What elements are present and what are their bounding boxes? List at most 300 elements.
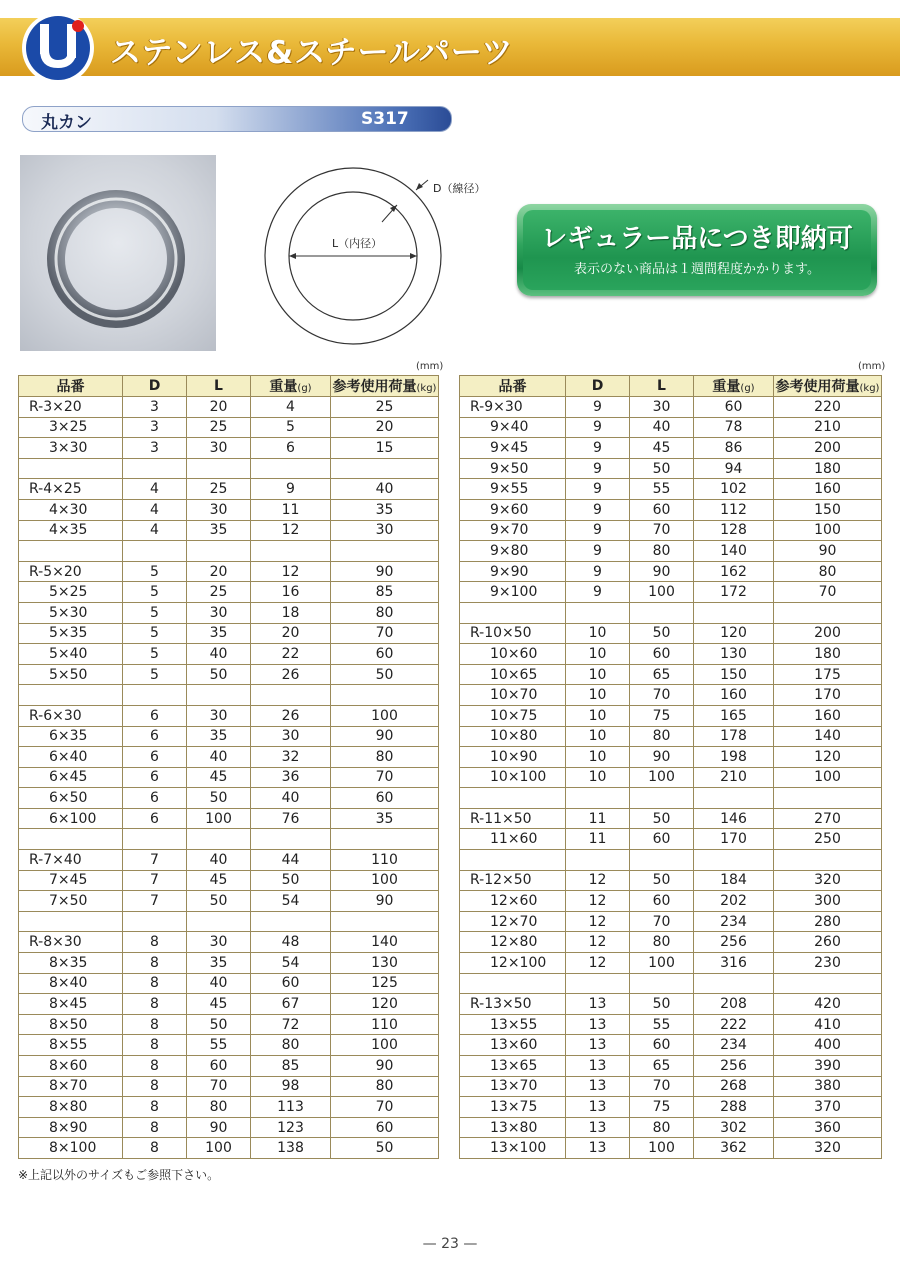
table-row bbox=[19, 891, 439, 912]
cell-weight bbox=[251, 458, 331, 479]
cell-d: 8 bbox=[123, 1138, 187, 1159]
cell-load bbox=[331, 911, 439, 932]
cell-load: 60 bbox=[331, 644, 439, 665]
cell-l: 40 bbox=[187, 973, 251, 994]
cell-d: 11 bbox=[566, 829, 630, 850]
cell-l: 45 bbox=[187, 767, 251, 788]
cell-load: 100 bbox=[774, 767, 882, 788]
cell-load: 25 bbox=[331, 397, 439, 418]
cell-load: 80 bbox=[774, 561, 882, 582]
cell-d: 9 bbox=[566, 520, 630, 541]
cell-weight bbox=[251, 911, 331, 932]
cell-load: 410 bbox=[774, 1014, 882, 1035]
table-row bbox=[19, 520, 439, 541]
cell-l: 70 bbox=[630, 911, 694, 932]
cell-d: 7 bbox=[123, 891, 187, 912]
col-model: 品番 bbox=[19, 376, 123, 397]
cell-weight: 123 bbox=[251, 1117, 331, 1138]
table-row bbox=[19, 953, 439, 974]
cell-load: 30 bbox=[331, 520, 439, 541]
cell-load: 20 bbox=[331, 417, 439, 438]
table-row bbox=[460, 1117, 882, 1138]
table-row bbox=[460, 808, 882, 829]
cell-model: 9×70 bbox=[460, 520, 566, 541]
cell-model: 8×55 bbox=[19, 1035, 123, 1056]
cell-weight: 170 bbox=[694, 829, 774, 850]
cell-model: 8×40 bbox=[19, 973, 123, 994]
cell-d: 9 bbox=[566, 479, 630, 500]
cell-l: 80 bbox=[630, 932, 694, 953]
cell-l: 50 bbox=[630, 994, 694, 1015]
cell-load: 90 bbox=[331, 561, 439, 582]
table-row bbox=[460, 973, 882, 994]
cell-weight: 44 bbox=[251, 850, 331, 871]
cell-weight: 288 bbox=[694, 1097, 774, 1118]
cell-d: 10 bbox=[566, 644, 630, 665]
cell-load: 210 bbox=[774, 417, 882, 438]
table-row bbox=[460, 747, 882, 768]
cell-weight: 198 bbox=[694, 747, 774, 768]
ring-photo-icon bbox=[20, 155, 216, 351]
cell-load bbox=[774, 788, 882, 809]
cell-l: 100 bbox=[187, 1138, 251, 1159]
table-row bbox=[19, 1138, 439, 1159]
cell-weight: 138 bbox=[251, 1138, 331, 1159]
cell-weight: 85 bbox=[251, 1056, 331, 1077]
table-header-row bbox=[460, 376, 882, 397]
cell-l: 80 bbox=[630, 541, 694, 562]
table-row bbox=[19, 726, 439, 747]
cell-weight bbox=[251, 541, 331, 562]
availability-notice bbox=[517, 204, 877, 296]
cell-l: 40 bbox=[187, 644, 251, 665]
cell-weight bbox=[251, 829, 331, 850]
table-row bbox=[19, 829, 439, 850]
cell-weight: 18 bbox=[251, 602, 331, 623]
cell-l: 50 bbox=[187, 1014, 251, 1035]
cell-model bbox=[19, 829, 123, 850]
cell-load bbox=[774, 850, 882, 871]
cell-weight: 112 bbox=[694, 499, 774, 520]
cell-l bbox=[630, 973, 694, 994]
cell-l: 65 bbox=[630, 664, 694, 685]
cell-l: 50 bbox=[630, 870, 694, 891]
cell-weight: 78 bbox=[694, 417, 774, 438]
cell-load: 90 bbox=[331, 726, 439, 747]
cell-d bbox=[566, 850, 630, 871]
cell-load: 175 bbox=[774, 664, 882, 685]
cell-l: 20 bbox=[187, 397, 251, 418]
table-row bbox=[19, 499, 439, 520]
cell-weight: 20 bbox=[251, 623, 331, 644]
cell-model: R-10×50 bbox=[460, 623, 566, 644]
cell-model: 9×100 bbox=[460, 582, 566, 603]
table-row bbox=[19, 788, 439, 809]
cell-model: 10×100 bbox=[460, 767, 566, 788]
cell-load: 120 bbox=[331, 994, 439, 1015]
table-row bbox=[19, 417, 439, 438]
cell-model bbox=[460, 602, 566, 623]
cell-weight: 40 bbox=[251, 788, 331, 809]
cell-weight bbox=[694, 602, 774, 623]
cell-model: R-13×50 bbox=[460, 994, 566, 1015]
cell-d: 9 bbox=[566, 397, 630, 418]
table-row bbox=[460, 932, 882, 953]
table-row bbox=[19, 767, 439, 788]
cell-d: 7 bbox=[123, 850, 187, 871]
cell-model: R-7×40 bbox=[19, 850, 123, 871]
cell-model: 3×30 bbox=[19, 438, 123, 459]
cell-d: 10 bbox=[566, 705, 630, 726]
table-row bbox=[460, 561, 882, 582]
cell-weight: 72 bbox=[251, 1014, 331, 1035]
cell-l: 100 bbox=[630, 1138, 694, 1159]
cell-l: 55 bbox=[630, 479, 694, 500]
cell-d: 4 bbox=[123, 499, 187, 520]
table-row bbox=[460, 1138, 882, 1159]
cell-d: 6 bbox=[123, 705, 187, 726]
table-row bbox=[19, 561, 439, 582]
table-row bbox=[460, 438, 882, 459]
cell-weight: 9 bbox=[251, 479, 331, 500]
cell-d bbox=[123, 911, 187, 932]
cell-model: 13×80 bbox=[460, 1117, 566, 1138]
cell-l: 70 bbox=[630, 1076, 694, 1097]
cell-d: 5 bbox=[123, 582, 187, 603]
cell-weight: 26 bbox=[251, 705, 331, 726]
cell-d: 5 bbox=[123, 623, 187, 644]
cell-model: 6×100 bbox=[19, 808, 123, 829]
cell-model: R-5×20 bbox=[19, 561, 123, 582]
cell-load: 90 bbox=[331, 1056, 439, 1077]
cell-l: 100 bbox=[630, 953, 694, 974]
cell-model: 12×70 bbox=[460, 911, 566, 932]
table-row bbox=[460, 1056, 882, 1077]
cell-load: 120 bbox=[774, 747, 882, 768]
table-row bbox=[460, 644, 882, 665]
cell-l: 55 bbox=[630, 1014, 694, 1035]
cell-weight: 165 bbox=[694, 705, 774, 726]
spec-table-left bbox=[18, 375, 439, 1159]
cell-l: 40 bbox=[630, 417, 694, 438]
cell-l: 25 bbox=[187, 479, 251, 500]
cell-load: 390 bbox=[774, 1056, 882, 1077]
table-row bbox=[19, 994, 439, 1015]
cell-load: 320 bbox=[774, 1138, 882, 1159]
cell-l: 80 bbox=[630, 1117, 694, 1138]
header-banner bbox=[0, 18, 900, 76]
table-row bbox=[460, 1097, 882, 1118]
cell-weight: 146 bbox=[694, 808, 774, 829]
cell-d: 12 bbox=[566, 911, 630, 932]
cell-model: 7×50 bbox=[19, 891, 123, 912]
cell-l bbox=[630, 602, 694, 623]
cell-l: 35 bbox=[187, 726, 251, 747]
cell-l: 75 bbox=[630, 705, 694, 726]
table-row bbox=[460, 685, 882, 706]
cell-weight: 113 bbox=[251, 1097, 331, 1118]
cell-load: 125 bbox=[331, 973, 439, 994]
cell-weight: 16 bbox=[251, 582, 331, 603]
cell-l: 50 bbox=[187, 664, 251, 685]
cell-weight: 316 bbox=[694, 953, 774, 974]
cell-l: 70 bbox=[630, 685, 694, 706]
cell-load: 90 bbox=[331, 891, 439, 912]
cell-weight: 54 bbox=[251, 891, 331, 912]
cell-load: 280 bbox=[774, 911, 882, 932]
cell-load: 150 bbox=[774, 499, 882, 520]
cell-model: 9×45 bbox=[460, 438, 566, 459]
unit-label-left: (mm) bbox=[416, 361, 444, 372]
cell-d: 13 bbox=[566, 1138, 630, 1159]
cell-d: 12 bbox=[566, 870, 630, 891]
cell-model: R-12×50 bbox=[460, 870, 566, 891]
cell-l: 100 bbox=[630, 582, 694, 603]
table-row bbox=[19, 747, 439, 768]
cell-weight: 184 bbox=[694, 870, 774, 891]
cell-model: 13×70 bbox=[460, 1076, 566, 1097]
cell-l: 100 bbox=[630, 767, 694, 788]
cell-l bbox=[187, 911, 251, 932]
cell-model: 12×100 bbox=[460, 953, 566, 974]
cell-l: 90 bbox=[630, 561, 694, 582]
cell-d: 3 bbox=[123, 438, 187, 459]
table-row bbox=[460, 1014, 882, 1035]
cell-model: 7×45 bbox=[19, 870, 123, 891]
cell-load: 70 bbox=[331, 767, 439, 788]
cell-l: 45 bbox=[187, 994, 251, 1015]
cell-model: 5×25 bbox=[19, 582, 123, 603]
cell-load: 160 bbox=[774, 705, 882, 726]
cell-model: 8×50 bbox=[19, 1014, 123, 1035]
cell-weight: 222 bbox=[694, 1014, 774, 1035]
cell-weight: 210 bbox=[694, 767, 774, 788]
cell-load: 80 bbox=[331, 1076, 439, 1097]
table-row bbox=[460, 582, 882, 603]
table-row bbox=[19, 397, 439, 418]
cell-model: 9×80 bbox=[460, 541, 566, 562]
cell-model: 9×60 bbox=[460, 499, 566, 520]
table-row bbox=[19, 911, 439, 932]
cell-load bbox=[331, 829, 439, 850]
col-load: 参考使用荷量(kg) bbox=[331, 376, 439, 397]
cell-l: 45 bbox=[187, 870, 251, 891]
cell-load: 100 bbox=[774, 520, 882, 541]
cell-l: 50 bbox=[630, 458, 694, 479]
cell-l: 100 bbox=[187, 808, 251, 829]
spec-table-right bbox=[459, 375, 882, 1159]
col-l: L bbox=[187, 376, 251, 397]
table-row bbox=[19, 1014, 439, 1035]
table-row bbox=[460, 520, 882, 541]
cell-l: 60 bbox=[630, 499, 694, 520]
cell-l bbox=[187, 458, 251, 479]
table-row bbox=[19, 705, 439, 726]
cell-d: 9 bbox=[566, 499, 630, 520]
cell-model: 10×90 bbox=[460, 747, 566, 768]
cell-model: 13×100 bbox=[460, 1138, 566, 1159]
cell-l: 45 bbox=[630, 438, 694, 459]
cell-d: 6 bbox=[123, 747, 187, 768]
cell-load: 300 bbox=[774, 891, 882, 912]
table-row bbox=[19, 479, 439, 500]
cell-model: 13×65 bbox=[460, 1056, 566, 1077]
cell-weight: 160 bbox=[694, 685, 774, 706]
cell-load: 250 bbox=[774, 829, 882, 850]
cell-d: 8 bbox=[123, 1056, 187, 1077]
cell-model: 13×55 bbox=[460, 1014, 566, 1035]
col-d: D bbox=[123, 376, 187, 397]
cell-l: 30 bbox=[187, 602, 251, 623]
cell-l bbox=[187, 829, 251, 850]
cell-weight: 67 bbox=[251, 994, 331, 1015]
cell-load bbox=[331, 685, 439, 706]
table-row bbox=[460, 479, 882, 500]
cell-l: 70 bbox=[187, 1076, 251, 1097]
cell-l: 30 bbox=[630, 397, 694, 418]
cell-d: 6 bbox=[123, 726, 187, 747]
col-d: D bbox=[566, 376, 630, 397]
cell-l: 80 bbox=[187, 1097, 251, 1118]
product-name: 丸カン bbox=[41, 113, 92, 133]
cell-d bbox=[566, 788, 630, 809]
cell-d bbox=[566, 602, 630, 623]
cell-model: R-11×50 bbox=[460, 808, 566, 829]
cell-d: 13 bbox=[566, 1117, 630, 1138]
cell-model: 8×35 bbox=[19, 953, 123, 974]
cell-load: 70 bbox=[331, 623, 439, 644]
cell-d: 10 bbox=[566, 726, 630, 747]
cell-load bbox=[331, 541, 439, 562]
cell-model bbox=[19, 541, 123, 562]
cell-load: 380 bbox=[774, 1076, 882, 1097]
cell-weight: 30 bbox=[251, 726, 331, 747]
table-row bbox=[19, 623, 439, 644]
cell-d: 10 bbox=[566, 664, 630, 685]
cell-model: 5×50 bbox=[19, 664, 123, 685]
cell-load: 90 bbox=[774, 541, 882, 562]
cell-l: 35 bbox=[187, 953, 251, 974]
cell-weight: 60 bbox=[251, 973, 331, 994]
table-row bbox=[460, 891, 882, 912]
cell-load bbox=[331, 458, 439, 479]
table-row bbox=[19, 664, 439, 685]
cell-load bbox=[774, 602, 882, 623]
cell-load: 180 bbox=[774, 644, 882, 665]
cell-l: 20 bbox=[187, 561, 251, 582]
cell-weight bbox=[251, 685, 331, 706]
product-title-bar bbox=[22, 106, 452, 132]
cell-l: 60 bbox=[187, 1056, 251, 1077]
cell-model: 10×75 bbox=[460, 705, 566, 726]
cell-weight: 202 bbox=[694, 891, 774, 912]
cell-model: R-3×20 bbox=[19, 397, 123, 418]
table-row bbox=[19, 602, 439, 623]
cell-weight: 22 bbox=[251, 644, 331, 665]
cell-load: 40 bbox=[331, 479, 439, 500]
cell-l: 65 bbox=[630, 1056, 694, 1077]
cell-weight: 11 bbox=[251, 499, 331, 520]
cell-l: 90 bbox=[630, 747, 694, 768]
cell-d: 8 bbox=[123, 994, 187, 1015]
cell-model bbox=[19, 458, 123, 479]
cell-d: 4 bbox=[123, 520, 187, 541]
cell-weight: 268 bbox=[694, 1076, 774, 1097]
cell-d: 6 bbox=[123, 808, 187, 829]
cell-load: 80 bbox=[331, 602, 439, 623]
cell-weight: 208 bbox=[694, 994, 774, 1015]
cell-load: 360 bbox=[774, 1117, 882, 1138]
cell-weight: 162 bbox=[694, 561, 774, 582]
cell-d: 10 bbox=[566, 767, 630, 788]
cell-d: 3 bbox=[123, 397, 187, 418]
cell-d: 3 bbox=[123, 417, 187, 438]
cell-weight bbox=[694, 973, 774, 994]
table-row bbox=[460, 499, 882, 520]
table-row bbox=[460, 417, 882, 438]
cell-load: 70 bbox=[331, 1097, 439, 1118]
cell-l: 50 bbox=[630, 623, 694, 644]
cell-load: 370 bbox=[774, 1097, 882, 1118]
cell-weight: 12 bbox=[251, 520, 331, 541]
cell-l: 60 bbox=[630, 1035, 694, 1056]
col-weight: 重量(g) bbox=[251, 376, 331, 397]
cell-d: 8 bbox=[123, 973, 187, 994]
cell-l: 50 bbox=[187, 891, 251, 912]
table-row bbox=[460, 850, 882, 871]
cell-load: 110 bbox=[331, 850, 439, 871]
table-row bbox=[19, 808, 439, 829]
cell-model: 13×60 bbox=[460, 1035, 566, 1056]
table-row bbox=[460, 664, 882, 685]
cell-l bbox=[187, 541, 251, 562]
table-header-row bbox=[19, 376, 439, 397]
cell-model bbox=[460, 788, 566, 809]
cell-load: 60 bbox=[331, 1117, 439, 1138]
cell-d: 9 bbox=[566, 582, 630, 603]
header-title: ステンレス&スチールパーツ bbox=[110, 35, 514, 71]
cell-weight: 60 bbox=[694, 397, 774, 418]
table-row bbox=[460, 911, 882, 932]
cell-load: 200 bbox=[774, 623, 882, 644]
table-row bbox=[460, 623, 882, 644]
cell-load: 200 bbox=[774, 438, 882, 459]
table-row bbox=[19, 1097, 439, 1118]
cell-weight: 256 bbox=[694, 1056, 774, 1077]
cell-model: 6×35 bbox=[19, 726, 123, 747]
cell-model: 10×70 bbox=[460, 685, 566, 706]
cell-d: 12 bbox=[566, 932, 630, 953]
cell-weight bbox=[694, 788, 774, 809]
cell-model: R-4×25 bbox=[19, 479, 123, 500]
cell-model bbox=[19, 911, 123, 932]
cell-d: 5 bbox=[123, 644, 187, 665]
cell-d: 8 bbox=[123, 1035, 187, 1056]
cell-load: 70 bbox=[774, 582, 882, 603]
cell-l: 55 bbox=[187, 1035, 251, 1056]
table-row bbox=[460, 705, 882, 726]
cell-model: 9×90 bbox=[460, 561, 566, 582]
table-row bbox=[460, 1035, 882, 1056]
table-row bbox=[460, 870, 882, 891]
table-row bbox=[19, 1076, 439, 1097]
cell-d: 4 bbox=[123, 479, 187, 500]
table-row bbox=[460, 458, 882, 479]
cell-weight: 178 bbox=[694, 726, 774, 747]
cell-d bbox=[123, 458, 187, 479]
cell-weight: 12 bbox=[251, 561, 331, 582]
cell-weight: 128 bbox=[694, 520, 774, 541]
